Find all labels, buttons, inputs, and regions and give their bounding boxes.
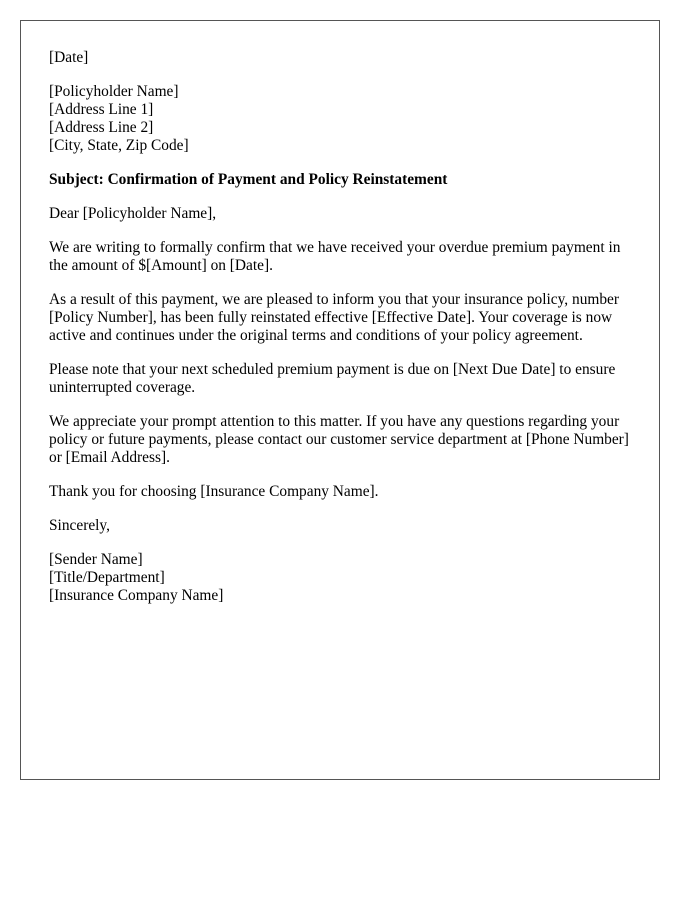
paragraph-reinstatement: As a result of this payment, we are pleased to inform you that your insurance policy, number [Policy Number], has been fully reinstated effective [Effective Date]. Your coverage is now active and continues under the original terms and conditions of your policy agreement. [49,291,620,344]
address-line-1: [Address Line 1] [49,101,154,118]
paragraph-next-payment: Please note that your next scheduled premium payment is due on [Next Due Date] to ensure uninterrupted coverage. [49,361,616,396]
subject-line: Subject: Confirmation of Payment and Policy Reinstatement [49,171,448,188]
paragraph-payment-confirmation: We are writing to formally confirm that we have received your overdue premium payment in the amount of $[Amount] on [Date]. [49,239,621,274]
sender-title: [Title/Department] [49,569,165,586]
letter-page [20,20,660,780]
recipient-address [49,83,631,155]
closing: Sincerely, [49,517,110,534]
letter-date [49,49,631,67]
sender-name: [Sender Name] [49,551,143,568]
sender-company: [Insurance Company Name] [49,587,224,604]
date-text: [Date] [49,49,89,66]
salutation: Dear [Policyholder Name], [49,205,217,222]
signature-block [49,551,631,605]
recipient-name: [Policyholder Name] [49,83,179,100]
address-line-2: [Address Line 2] [49,119,154,136]
city-state-zip: [City, State, Zip Code] [49,137,189,154]
paragraph-thank-you: Thank you for choosing [Insurance Company Name]. [49,483,379,500]
paragraph-contact: We appreciate your prompt attention to this matter. If you have any questions regarding your policy or future payments, please contact our customer service department at [Phone Number] or [Email Address]. [49,413,629,466]
